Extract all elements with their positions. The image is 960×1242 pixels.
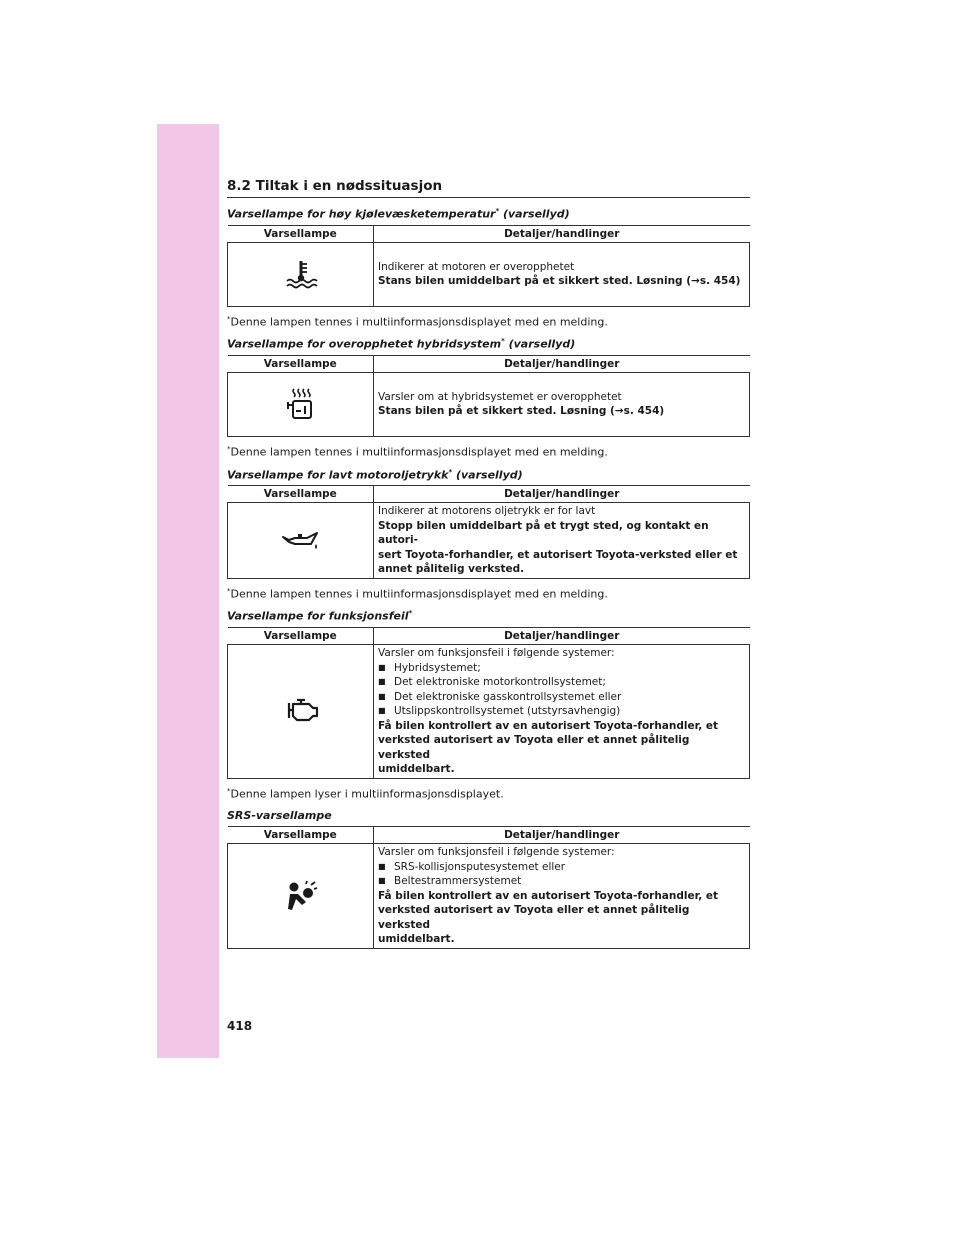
detail-text: Varsler om funksjonsfeil i følgende systemer: [378, 647, 615, 660]
warning-table-malfunction [227, 627, 750, 779]
page-content [227, 178, 750, 949]
column-header-lamp: Varsellampe [228, 827, 374, 844]
srs-airbag-icon [284, 880, 318, 912]
chapter-side-band [157, 124, 219, 1058]
column-header-lamp: Varsellampe [228, 486, 374, 503]
details-cell [374, 844, 750, 949]
detail-text: Indikerer at motoren er overopphetet [378, 260, 575, 273]
page-number: 418 [227, 1019, 253, 1033]
detail-text: Varsler om at hybridsystemet er overopphetet [378, 390, 622, 403]
bullet-icon: ■ [378, 662, 386, 672]
lamp-cell [228, 503, 374, 579]
section-title-hybrid-overheat: Varsellampe for overopphetet hybridsystem* (varsellyd) [227, 337, 576, 351]
list-item: ■ Det elektroniske motorkontrollsystemet; [378, 676, 606, 689]
bullet-icon: ■ [378, 677, 386, 687]
lamp-cell [228, 645, 374, 779]
warning-table-oil-pressure [227, 485, 750, 579]
section-title-srs: SRS-varsellampe [227, 809, 332, 823]
list-item: ■ Hybridsystemet; [378, 661, 481, 674]
list-item: ■ SRS-kollisjonsputesystemet eller [378, 860, 566, 873]
lamp-cell [228, 242, 374, 306]
column-header-lamp: Varsellampe [228, 225, 374, 242]
column-header-details: Detaljer/handlinger [374, 355, 750, 372]
section-title-oil-pressure: Varsellampe for lavt motoroljetrykk* (varsellyd) [227, 467, 523, 482]
action-text: Stans bilen på et sikkert sted. Løsning (→s. 454) [378, 405, 665, 418]
oil-pressure-icon [281, 530, 321, 552]
list-item: ■ Beltestrammersystemet [378, 875, 522, 888]
action-text-line: umiddelbart. [378, 763, 455, 776]
bullet-icon: ■ [378, 706, 386, 716]
action-text-line: verksted autorisert av Toyota eller et annet pålitelig verksted [378, 904, 690, 931]
section-title-coolant: Varsellampe for høy kjølevæsketemperatur* (varsellyd) [227, 207, 570, 221]
warning-table-srs [227, 826, 750, 949]
action-text-line: Stopp bilen umiddelbart på et trygt sted, og kontakt en autori- [378, 519, 709, 547]
column-header-lamp: Varsellampe [228, 355, 374, 372]
bullet-icon: ■ [378, 876, 386, 886]
list-item: ■ Utslippskontrollsystemet (utstyrsavhengig) [378, 705, 621, 718]
action-text-line: Få bilen kontrollert av en autorisert Toyota-forhandler, et [378, 719, 719, 732]
lamp-cell [228, 372, 374, 436]
action-text-line: umiddelbart. [378, 933, 455, 946]
column-header-details: Detaljer/handlinger [374, 827, 750, 844]
column-header-lamp: Varsellampe [228, 628, 374, 645]
bullet-icon: ■ [378, 691, 386, 701]
action-text-line: annet pålitelig verksted. [378, 563, 525, 576]
detail-text: Indikerer at motorens oljetrykk er for lavt [378, 505, 596, 518]
column-header-details: Detaljer/handlinger [374, 628, 750, 645]
footnote: *Denne lampen lyser i multiinformasjonsdisplayet. [227, 786, 504, 801]
lamp-cell [228, 844, 374, 949]
section-title-malfunction: Varsellampe for funksjonsfeil* [227, 609, 413, 624]
action-text-line: Få bilen kontrollert av en autorisert Toyota-forhandler, et [378, 889, 719, 902]
warning-table-hybrid-overheat [227, 355, 750, 437]
footnote: *Denne lampen tennes i multiinformasjonsdisplayet med en melding. [227, 444, 608, 459]
detail-text: Varsler om funksjonsfeil i følgende systemer: [378, 846, 615, 859]
details-cell [374, 242, 750, 306]
action-text-line: sert Toyota-forhandler, et autorisert Toyota-verksted eller et [378, 548, 738, 561]
details-cell [374, 372, 750, 436]
check-engine-icon [283, 698, 319, 724]
warning-table-coolant [227, 225, 750, 307]
column-header-details: Detaljer/handlinger [374, 225, 750, 242]
action-text: Stans bilen umiddelbart på et sikkert sted. Løsning (→s. 454) [378, 275, 741, 288]
column-header-details: Detaljer/handlinger [374, 486, 750, 503]
section-header: 8.2 Tiltak i en nødssituasjon [227, 178, 750, 198]
details-cell [374, 645, 750, 779]
details-cell [374, 503, 750, 579]
bullet-icon: ■ [378, 861, 386, 871]
footnote: *Denne lampen tennes i multiinformasjonsdisplayet med en melding. [227, 586, 608, 601]
action-text-line: verksted autorisert av Toyota eller et annet pålitelig verksted [378, 734, 690, 761]
footnote: *Denne lampen tennes i multiinformasjonsdisplayet med en melding. [227, 314, 608, 329]
coolant-temperature-icon [284, 259, 318, 289]
hybrid-overheat-icon [284, 387, 318, 421]
list-item: ■ Det elektroniske gasskontrollsystemet eller [378, 690, 622, 703]
